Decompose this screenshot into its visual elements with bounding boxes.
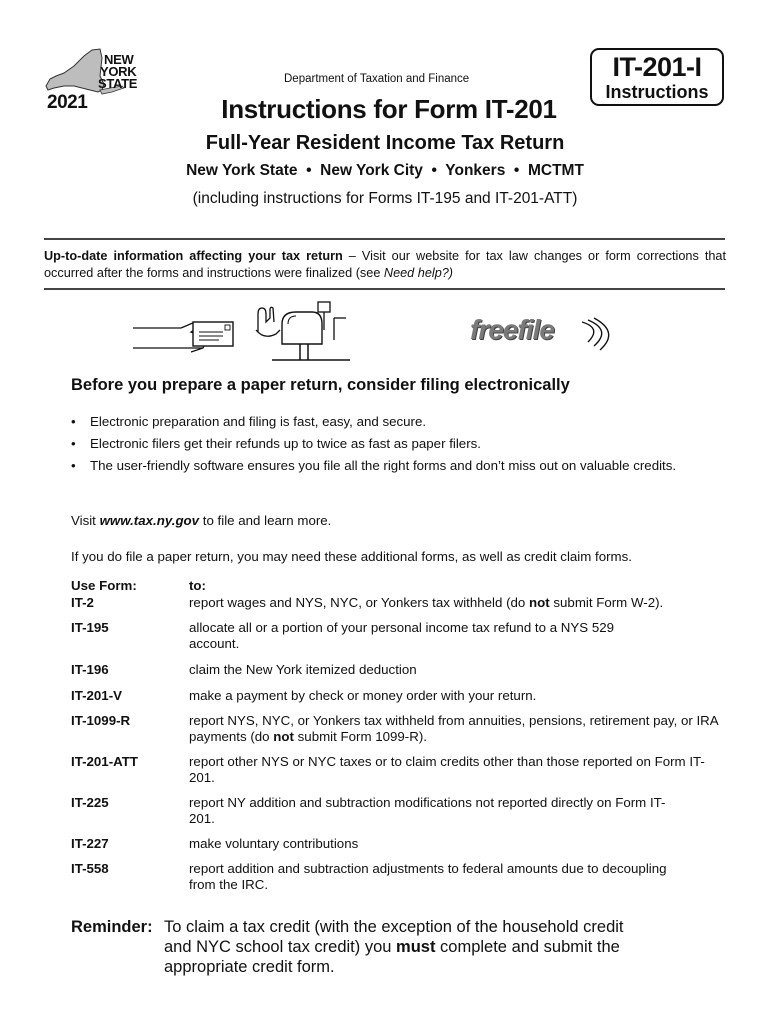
header-to: to: (189, 578, 206, 593)
bullet: • (71, 414, 76, 429)
divider-top (44, 238, 725, 240)
form-code-cell: IT-1099-R (71, 713, 131, 728)
list-item (71, 458, 711, 474)
logo-word-state: STATE (98, 76, 138, 91)
form-desc-cell (189, 662, 729, 678)
desc-text: allocate all or a portion of your personal income tax refund to a NYS 529 account. (189, 620, 615, 651)
visit-prefix: Visit (71, 513, 100, 528)
reminder-label: Reminder: (71, 918, 153, 936)
desc-text: report other NYS or NYC taxes or to claim credits other than those reported on Form IT-201. (189, 754, 705, 785)
table-row (71, 620, 731, 652)
reminder-text (71, 917, 691, 977)
visit-suffix: to file and learn more. (199, 513, 332, 528)
table-row (71, 861, 731, 893)
reminder-line-2 (164, 937, 691, 957)
reminder-line-2-post: complete and submit the (435, 938, 620, 956)
form-code-cell: IT-225 (71, 795, 109, 810)
reminder-must: must (396, 938, 436, 956)
form-code-cell: IT-201-V (71, 688, 122, 703)
mailbox-icon (252, 300, 352, 362)
logo-word-new: NEW (104, 52, 134, 67)
form-code-cell: IT-2 (71, 595, 94, 610)
bullet: • (71, 458, 76, 473)
form-code: IT-201-I (612, 52, 702, 82)
update-notice-text: – Visit our website for tax law changes or form corrections that occurred after the forms and instructions were finalized (see (44, 249, 726, 280)
visit-line (71, 513, 331, 528)
form-desc-cell (189, 795, 679, 827)
form-code-cell: IT-196 (71, 662, 109, 677)
reminder-line-2-pre: and NYC school tax credit) you (164, 938, 397, 956)
reminder-box (71, 917, 691, 977)
form-code-cell: IT-558 (71, 861, 109, 876)
desc-text: make a payment by check or money order with your return. (189, 688, 537, 703)
department-name: Department of Taxation and Finance (284, 73, 470, 85)
form-desc-cell (189, 713, 729, 745)
form-desc-cell (189, 861, 669, 893)
page-title: Instructions for Form IT-201 (221, 94, 557, 124)
form-code-cell: IT-195 (71, 620, 109, 635)
tax-year: 2021 (47, 92, 88, 113)
forms-table (71, 578, 731, 893)
desc-text: report wages and NYS, NYC, or Yonkers tax withheld (do (189, 595, 529, 610)
desc-text: report NYS, NYC, or Yonkers tax withheld from annuities, pensions, retirement pay, or IRA payments (do (189, 713, 718, 744)
freefile-logo (470, 308, 620, 356)
form-desc-cell (189, 754, 729, 786)
bullet-text: Electronic filers get their refunds up to twice as fast as paper filers. (90, 436, 481, 451)
freefile-wordmark: freefile (470, 314, 554, 345)
update-notice-bold: Up-to-date information affecting your tax return (44, 249, 343, 263)
efile-bullet-list (71, 414, 711, 480)
table-row (71, 688, 731, 704)
form-desc-cell (189, 688, 729, 704)
bullet-text: The user-friendly software ensures you file all the right forms and don’t miss out on valuable credits. (90, 458, 677, 473)
website-link[interactable]: www.tax.ny.gov (99, 513, 200, 528)
including-forms: (including instructions for Forms IT-195 and IT-201-ATT) (192, 190, 578, 207)
desc-bold: not (273, 729, 294, 744)
form-code-cell: IT-201-ATT (71, 754, 138, 769)
desc-text-end: submit Form W-2). (549, 595, 664, 610)
paper-return-note: If you do file a paper return, you may need these additional forms, as well as credit claim forms. (71, 549, 632, 564)
table-row (71, 836, 731, 852)
table-row (71, 595, 731, 611)
reminder-line-1: To claim a tax credit (with the exception of the household credit (164, 918, 624, 936)
table-row (71, 754, 731, 786)
table-row (71, 662, 731, 678)
reminder-line-3: appropriate credit form. (164, 958, 335, 976)
divider-bottom (44, 288, 725, 290)
desc-text: claim the New York itemized deduction (189, 662, 417, 677)
page-subtitle: Full-Year Resident Income Tax Return (205, 132, 565, 154)
form-desc-cell (189, 595, 729, 611)
freefile-swoosh-icon (470, 308, 620, 356)
table-row (71, 713, 731, 745)
table-header (71, 578, 731, 594)
desc-bold: not (529, 595, 550, 610)
desc-text: report addition and subtraction adjustments to federal amounts due to decoupling from the IRC. (189, 861, 667, 892)
update-notice (44, 248, 726, 282)
jurisdictions: New York State • New York City • Yonkers • MCTMT (186, 162, 584, 179)
list-item (71, 414, 711, 430)
hand-delivering-envelope-icon (133, 318, 238, 358)
desc-text-end: submit Form 1099-R). (293, 729, 427, 744)
bullet: • (71, 436, 76, 451)
desc-text: make voluntary contributions (189, 836, 359, 851)
form-desc-cell (189, 836, 729, 852)
list-item (71, 436, 711, 452)
efile-heading: Before you prepare a paper return, consider filing electronically (71, 376, 570, 394)
table-row (71, 795, 731, 827)
bullet-text: Electronic preparation and filing is fast, easy, and secure. (90, 414, 427, 429)
need-help-link: Need help?) (383, 266, 454, 280)
logo-word-york: YORK (100, 64, 137, 79)
desc-text: report NY addition and subtraction modifications not reported directly on Form IT-201. (189, 795, 666, 826)
form-code-cell: IT-227 (71, 836, 109, 851)
form-desc-cell (189, 620, 659, 652)
form-sub-label: Instructions (605, 82, 709, 102)
header-use-form: Use Form: (71, 578, 137, 593)
